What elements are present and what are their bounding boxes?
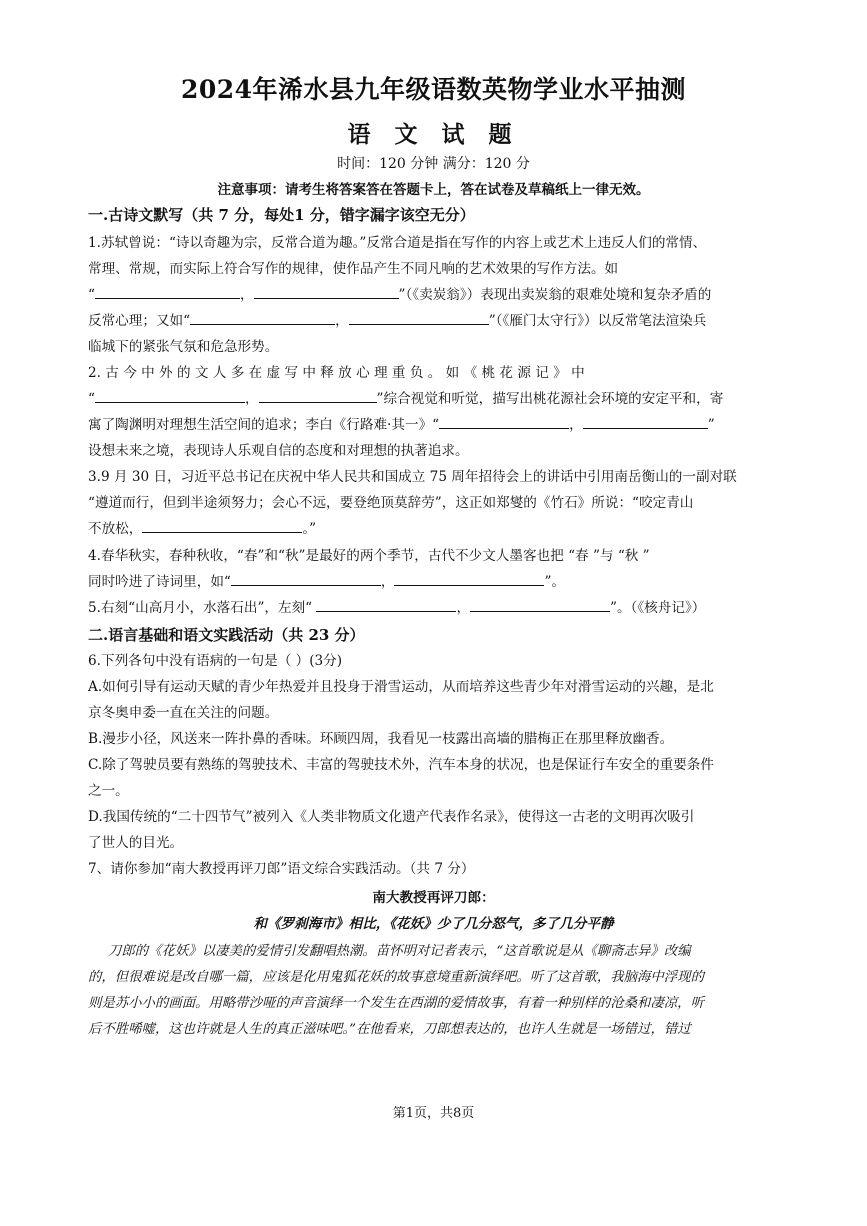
q5-blank2[interactable] — [470, 597, 610, 612]
q2-blank1[interactable] — [95, 388, 245, 403]
q4-line1: 4.春华秋实，春种秋收，“春”和“秋”是最好的两个季节，古代不少文人墨客也把 “春 ”与 “秋 ” — [88, 548, 650, 564]
q2-blank4[interactable] — [583, 414, 708, 429]
q4-blank2[interactable] — [394, 571, 544, 586]
q1-blank1[interactable] — [95, 284, 240, 299]
q1-line3 — [88, 284, 782, 306]
q6-option-c-line1: C.除了驾驶员要有熟练的驾驶技术、丰富的驾驶技术外，汽车本身的状况，也是保证行车安全的重要条件 — [88, 757, 714, 773]
article-title-line2: 和《罗刹海市》相比，《花妖》少了几分怒气，多了几分平静 — [253, 916, 614, 932]
q1-line4 — [88, 310, 782, 332]
q5-line1-comma: ， — [456, 600, 471, 616]
article-title-line1: 南大教授再评刀郎： — [372, 890, 495, 906]
q5-line1 — [88, 597, 782, 619]
q2-line3-comma: ， — [569, 417, 583, 433]
q3-line2: “遵道而行，但到半途须努力；会心不远，要登绝顶莫辞劳”，这正如郑燮的《竹石》所说：“咬定青山 — [88, 495, 694, 511]
q2-blank2[interactable] — [259, 388, 377, 403]
exam-title: 2024年浠水县九年级语数英物学业水平抽测 — [180, 75, 687, 104]
q3-line3-start: 不放松， — [88, 521, 143, 537]
q1-line5: 临城下的紧张气氛和危急形势。 — [88, 339, 279, 355]
q1-blank4[interactable] — [349, 310, 489, 325]
q3-line1: 3.9 月 30 日，习近平总书记在庆祝中华人民共和国成立 75 周年招待会上的讲话中引用南岳衡山的一副对联 — [88, 469, 737, 485]
q4-blank1[interactable] — [231, 571, 381, 586]
article-para-line1: 刀郎的《花妖》以凄美的爱情引发翻唱热潮。苗怀明对记者表示，“这首歌说是从《聊斋志异》改编 — [108, 944, 691, 959]
q1-blank3[interactable] — [190, 310, 335, 325]
q6-option-d-line1: D.我国传统的“二十四节气”被列入《人类非物质文化遗产代表作名录》，使得这一古老的文明再次吸引 — [88, 809, 695, 825]
section2-heading: 二.语言基础和语文实践活动（共 23 分） — [88, 626, 365, 644]
exam-meta: 时间：120 分钟 满分：120 分 — [337, 156, 530, 172]
q1-line3-open: “ — [88, 287, 95, 303]
q2-line2-rest: ”综合视觉和听觉，描写出桃花源社会环境的安定平和，寄 — [376, 391, 724, 407]
article-para-line2: 的，但很难说是改自哪一篇，应该是化用鬼狐花妖的故事意境重新演绎吧。听了这首歌，我脑海中浮现的 — [88, 970, 704, 985]
q6-option-a-line2: 京冬奥申委一直在关注的问题。 — [88, 705, 279, 721]
q5-blank1[interactable] — [316, 597, 456, 612]
q2-line3-close: ” — [707, 417, 715, 433]
q1-line4-comma: ， — [335, 313, 349, 329]
q4-line2-start: 同时吟进了诗词里，如“ — [88, 574, 231, 590]
q2-line4: 设想未来之境，表现诗人乐观自信的态度和对理想的执著追求。 — [88, 443, 469, 459]
q2-blank3[interactable] — [439, 414, 569, 429]
q1-line1: 1.苏轼曾说：“诗以奇趣为宗，反常合道为趣。”反常合道是指在写作的内容上或艺术上违反人们的常情、 — [88, 235, 707, 251]
q3-line3-end: 。” — [302, 521, 317, 537]
q2-line1: 2. 古 今 中 外 的 文 人 多 在 虚 写 中 释 放 心 理 重 负 。 如 《 桃 花 源 记 》 中 — [88, 365, 585, 381]
q4-line2 — [88, 571, 782, 593]
q6-option-c-line2: 之一。 — [88, 783, 129, 799]
q1-line3-comma: ， — [239, 287, 254, 303]
q3-line3 — [88, 518, 782, 540]
q7-stem: 7、请你参加“南大教授再评刀郎”语文综合实践活动。（共 7 分） — [88, 861, 475, 877]
q3-blank1[interactable] — [142, 518, 302, 533]
q2-line3 — [88, 414, 782, 436]
q6-stem: 6.下列各句中没有语病的一句是（ ）(3分) — [88, 653, 343, 669]
q4-line2-comma: ， — [380, 574, 395, 590]
q2-line2 — [88, 388, 782, 410]
q6-option-d-line2: 了世人的目光。 — [88, 835, 184, 851]
q6-option-a-line1: A.如何引导有运动天赋的青少年热爱并且投身于滑雪运动，从而培养这些青少年对滑雪运动的兴趣，是北 — [88, 679, 714, 695]
section1-heading: 一.古诗文默写（共 7 分，每处1 分，错字漏字该空无分） — [88, 206, 475, 224]
q2-line2-open: “ — [88, 391, 95, 407]
q4-line2-end: ”。 — [544, 574, 566, 590]
exam-notice: 注意事项：请考生将答案答在答题卡上，答在试卷及草稿纸上一律无效。 — [217, 182, 650, 198]
q6-option-b: B.漫步小径，风送来一阵扑鼻的香味。环顾四周，我看见一枝露出高墙的腊梅正在那里释放幽香。 — [88, 731, 674, 747]
article-para-line3: 则是苏小小的画面。用略带沙哑的声音演绎一个发生在西湖的爱情故事，有着一种别样的沧桑和凄凉，听 — [88, 996, 704, 1011]
q1-line2: 常理、常规，而实际上符合写作的规律，使作品产生不同凡响的艺术效果的写作方法。如 — [88, 261, 619, 277]
q2-line3-start: 寓了陶渊明对理想生活空间的追求；李白《行路难·其一》“ — [88, 417, 440, 433]
q5-line1-end: ”。（《核舟记》） — [610, 600, 706, 616]
q1-blank2[interactable] — [254, 284, 399, 299]
q1-line4-rest: ”（《雁门太守行》）以反常笔法渲染兵 — [488, 313, 707, 329]
article-para-line4: 后不胜唏嘘，这也许就是人生的真正滋味吧。”在他看来，刀郎想表达的，也许人生就是一场错过，错过 — [88, 1022, 691, 1037]
q1-line4-start: 反常心理；又如“ — [88, 313, 191, 329]
q2-line2-comma: ， — [244, 391, 259, 407]
q1-line3-rest: ”（《卖炭翁》）表现出卖炭翁的艰难处境和复杂矛盾的 — [398, 287, 712, 303]
q5-line1-start: 5.右刻“山高月小，水落石出”，左刻“ — [88, 600, 317, 616]
exam-subtitle: 语 文 试 题 — [347, 121, 520, 148]
page-number: 第1页，共8页 — [392, 1106, 475, 1121]
